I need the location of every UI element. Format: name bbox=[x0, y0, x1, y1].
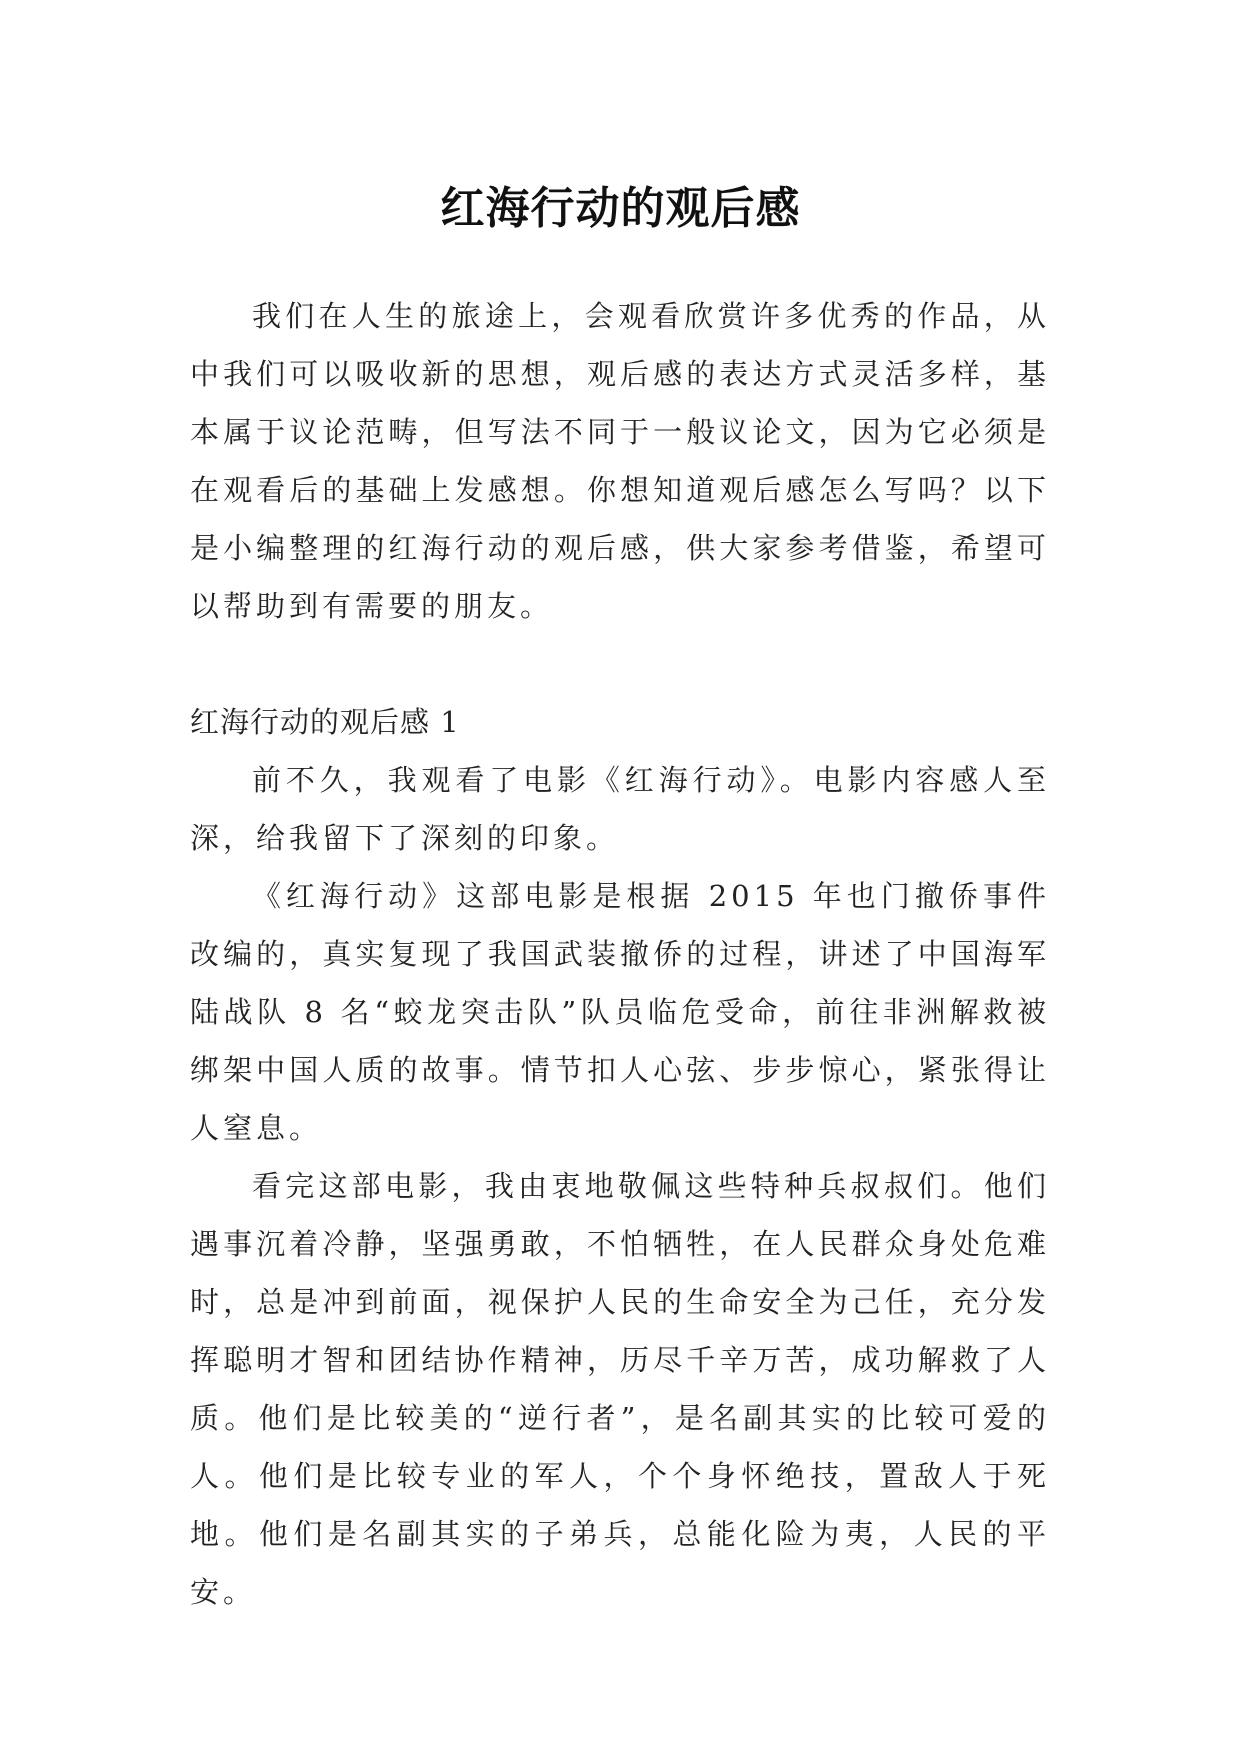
section-heading: 红海行动的观后感 1 bbox=[190, 705, 460, 739]
body-paragraph: 看完这部电影，我由衷地敬佩这些特种兵叔叔们。他们遇事沉着冷静，坚强勇敢，不怕牺牲，在人民群众身处危难时，总是冲到前面，视保护人民的生命安全为己任，充分发挥聪明才智和团结协作精神，历尽千辛万苦，成功解救了人质。他们是比较美的“逆行者”，是名副其实的比较可爱的人。他们是比较专业的军人，个个身怀绝技，置敌人于死地。他们是名副其实的子弟兵，总能化险为夷，人民的平安。 bbox=[190, 1169, 1050, 1609]
document-title: 红海行动的观后感 bbox=[440, 183, 801, 235]
document-body bbox=[190, 287, 1050, 1621]
body-paragraph: 前不久，我观看了电影《红海行动》。电影内容感人至深，给我留下了深刻的印象。 bbox=[190, 763, 1050, 855]
body-paragraph: 《红海行动》这部电影是根据 2015 年也门撤侨事件改编的，真实复现了我国武装撤侨的过程，讲述了中国海军陆战队 8 名“蛟龙突击队”队员临危受命，前往非洲解救被绑架中国人质的故事。情节扣人心弦、步步惊心，紧张得让人窒息。 bbox=[190, 879, 1050, 1145]
intro-paragraph: 我们在人生的旅途上，会观看欣赏许多优秀的作品，从中我们可以吸收新的思想，观后感的表达方式灵活多样，基本属于议论范畴，但写法不同于一般议论文，因为它必须是在观看后的基础上发感想。你想知道观后感怎么写吗？以下是小编整理的红海行动的观后感，供大家参考借鉴，希望可以帮助到有需要的朋友。 bbox=[190, 299, 1050, 623]
